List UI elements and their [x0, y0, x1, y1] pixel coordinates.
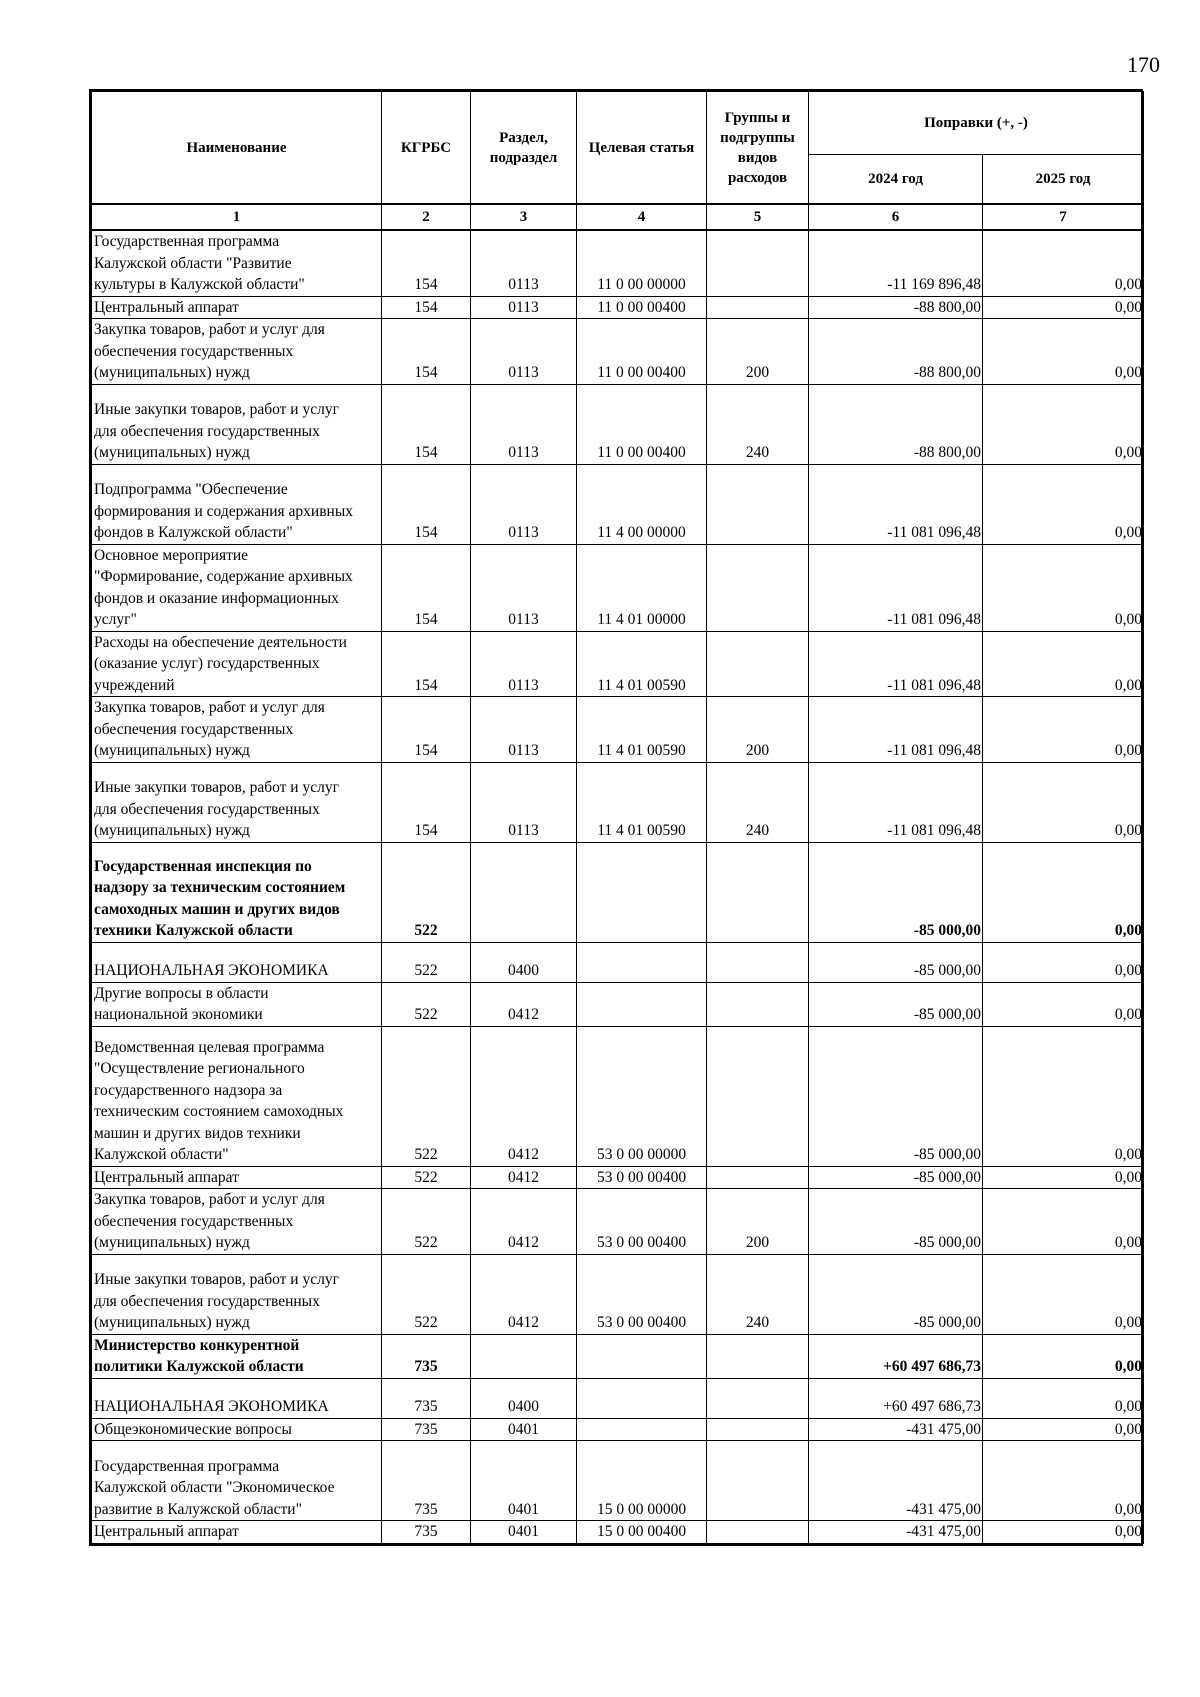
row-kgrbs: 735 — [382, 1334, 471, 1378]
table-row — [92, 296, 1144, 319]
row-amount-2024: -11 081 096,48 — [809, 762, 983, 842]
row-kgrbs: 522 — [382, 942, 471, 982]
row-amount-2024: -88 800,00 — [809, 296, 983, 319]
row-section: 0113 — [471, 230, 577, 296]
row-target: 53 0 00 00000 — [577, 1026, 707, 1166]
header-year-2025: 2025 год — [983, 155, 1144, 205]
row-group: 200 — [707, 697, 809, 763]
row-amount-2025: 0,00 — [983, 230, 1144, 296]
table-row — [92, 544, 1144, 631]
row-name-text: НАЦИОНАЛЬНАЯ ЭКОНОМИКА — [94, 1398, 329, 1415]
table-body — [92, 230, 1144, 1543]
table-row — [92, 1334, 1144, 1378]
table-row — [92, 1418, 1144, 1441]
table-row — [92, 464, 1144, 544]
row-target: 11 4 01 00590 — [577, 631, 707, 697]
row-name — [92, 296, 382, 319]
row-amount-2025: 0,00 — [983, 544, 1144, 631]
table-row — [92, 1521, 1144, 1544]
row-amount-2025: 0,00 — [983, 1441, 1144, 1521]
row-name — [92, 697, 382, 763]
row-amount-2025: 0,00 — [983, 319, 1144, 385]
header-target: Целевая статья — [577, 92, 707, 205]
row-name — [92, 1441, 382, 1521]
row-section: 0400 — [471, 942, 577, 982]
row-amount-2025: 0,00 — [983, 1166, 1144, 1189]
table-row — [92, 230, 1144, 296]
row-amount-2025: 0,00 — [983, 1521, 1144, 1544]
row-amount-2024: -431 475,00 — [809, 1521, 983, 1544]
row-name-text: Государственная инспекция по надзору за техническим состоянием самоходных машин и других видов техники Калужской области — [94, 857, 346, 939]
row-amount-2025: 0,00 — [983, 762, 1144, 842]
row-group — [707, 1418, 809, 1441]
row-name-text: Расходы на обеспечение деятельности (оказание услуг) государственных учреждений — [94, 633, 347, 694]
row-section: 0401 — [471, 1441, 577, 1521]
row-group: 200 — [707, 1189, 809, 1255]
row-section: 0113 — [471, 631, 577, 697]
row-name — [92, 544, 382, 631]
row-name — [92, 464, 382, 544]
row-amount-2024: -88 800,00 — [809, 384, 983, 464]
row-name — [92, 1418, 382, 1441]
col-number: 4 — [577, 204, 707, 230]
row-name — [92, 982, 382, 1026]
row-name — [92, 1254, 382, 1334]
row-amount-2025: 0,00 — [983, 296, 1144, 319]
row-kgrbs: 154 — [382, 464, 471, 544]
row-target: 53 0 00 00400 — [577, 1254, 707, 1334]
row-target — [577, 842, 707, 942]
table-row — [92, 1026, 1144, 1166]
row-amount-2024: -11 081 096,48 — [809, 544, 983, 631]
table-row — [92, 1189, 1144, 1255]
row-group — [707, 1378, 809, 1418]
table-row — [92, 384, 1144, 464]
col-number: 2 — [382, 204, 471, 230]
row-amount-2024: -85 000,00 — [809, 1166, 983, 1189]
row-target: 15 0 00 00000 — [577, 1441, 707, 1521]
row-name-text: Центральный аппарат — [94, 298, 239, 316]
row-section: 0412 — [471, 982, 577, 1026]
row-amount-2025: 0,00 — [983, 982, 1144, 1026]
row-group — [707, 842, 809, 942]
row-section: 0113 — [471, 384, 577, 464]
table-row — [92, 1254, 1144, 1334]
page-number: 170 — [1127, 52, 1160, 77]
row-kgrbs: 522 — [382, 982, 471, 1026]
row-name-text: НАЦИОНАЛЬНАЯ ЭКОНОМИКА — [94, 962, 329, 979]
row-name — [92, 1026, 382, 1166]
row-amount-2024: -85 000,00 — [809, 1254, 983, 1334]
row-kgrbs: 522 — [382, 1254, 471, 1334]
row-group — [707, 1441, 809, 1521]
row-name-text: Государственная программа Калужской области "Экономическое развитие в Калужской области" — [94, 1457, 335, 1518]
row-section — [471, 842, 577, 942]
row-section: 0113 — [471, 544, 577, 631]
row-target: 11 0 00 00400 — [577, 296, 707, 319]
row-name — [92, 631, 382, 697]
row-name — [92, 1189, 382, 1255]
col-number: 5 — [707, 204, 809, 230]
row-section: 0401 — [471, 1418, 577, 1441]
row-kgrbs: 154 — [382, 384, 471, 464]
row-amount-2024: -11 081 096,48 — [809, 464, 983, 544]
row-amount-2024: -85 000,00 — [809, 1189, 983, 1255]
row-amount-2024: -11 169 896,48 — [809, 230, 983, 296]
row-name — [92, 1378, 382, 1418]
header-year-2024: 2024 год — [809, 155, 983, 205]
row-amount-2025: 0,00 — [983, 1189, 1144, 1255]
row-group: 240 — [707, 1254, 809, 1334]
row-name-text: Государственная программа Калужской области "Развитие культуры в Калужской области" — [94, 233, 305, 293]
row-section: 0113 — [471, 464, 577, 544]
row-kgrbs: 522 — [382, 1166, 471, 1189]
header-amendments: Поправки (+, -) — [809, 92, 1144, 155]
row-amount-2024: -85 000,00 — [809, 942, 983, 982]
table-row — [92, 982, 1144, 1026]
row-amount-2025: 0,00 — [983, 1418, 1144, 1441]
row-group — [707, 230, 809, 296]
table-row — [92, 762, 1144, 842]
row-group — [707, 1521, 809, 1544]
table-row — [92, 842, 1144, 942]
row-target — [577, 1334, 707, 1378]
row-target: 53 0 00 00400 — [577, 1166, 707, 1189]
table-row — [92, 1441, 1144, 1521]
row-group — [707, 1334, 809, 1378]
row-name-text: Иные закупки товаров, работ и услуг для обеспечения государственных (муниципальных) нужд — [94, 401, 339, 461]
row-target: 11 0 00 00000 — [577, 230, 707, 296]
row-amount-2025: 0,00 — [983, 1378, 1144, 1418]
row-kgrbs: 522 — [382, 1189, 471, 1255]
row-target: 11 4 01 00590 — [577, 762, 707, 842]
row-kgrbs: 735 — [382, 1441, 471, 1521]
row-kgrbs: 154 — [382, 296, 471, 319]
col-number: 6 — [809, 204, 983, 230]
row-group: 200 — [707, 319, 809, 385]
table-header — [92, 92, 1144, 231]
row-name — [92, 1166, 382, 1189]
row-group — [707, 1026, 809, 1166]
row-group: 240 — [707, 762, 809, 842]
row-kgrbs: 154 — [382, 319, 471, 385]
table-row — [92, 942, 1144, 982]
row-amount-2024: -85 000,00 — [809, 1026, 983, 1166]
row-amount-2024: -85 000,00 — [809, 982, 983, 1026]
row-name-text: Другие вопросы в области национальной экономики — [94, 984, 269, 1023]
row-amount-2024: -85 000,00 — [809, 842, 983, 942]
row-target: 11 0 00 00400 — [577, 384, 707, 464]
row-target: 11 4 00 00000 — [577, 464, 707, 544]
row-group — [707, 296, 809, 319]
row-kgrbs: 154 — [382, 762, 471, 842]
row-target: 11 0 00 00400 — [577, 319, 707, 385]
row-amount-2024: -431 475,00 — [809, 1418, 983, 1441]
row-section: 0412 — [471, 1254, 577, 1334]
row-name-text: Основное мероприятие "Формирование, содержание архивных фондов и оказание информационных услуг" — [94, 546, 353, 628]
row-target — [577, 1378, 707, 1418]
row-amount-2025: 0,00 — [983, 697, 1144, 763]
row-section: 0400 — [471, 1378, 577, 1418]
table-row — [92, 1166, 1144, 1189]
budget-amendments-table — [91, 91, 1144, 1544]
row-section: 0412 — [471, 1166, 577, 1189]
row-name-text: Иные закупки товаров, работ и услуг для обеспечения государственных (муниципальных) нужд — [94, 1271, 339, 1331]
row-name-text: Центральный аппарат — [94, 1168, 239, 1186]
row-target: 11 4 01 00000 — [577, 544, 707, 631]
table-row — [92, 1378, 1144, 1418]
row-name — [92, 1521, 382, 1544]
row-amount-2025: 0,00 — [983, 1334, 1144, 1378]
row-section: 0113 — [471, 697, 577, 763]
row-target — [577, 982, 707, 1026]
row-kgrbs: 154 — [382, 230, 471, 296]
row-amount-2025: 0,00 — [983, 842, 1144, 942]
row-name-text: Закупка товаров, работ и услуг для обеспечения государственных (муниципальных) нужд — [94, 1191, 325, 1251]
table-row — [92, 319, 1144, 385]
row-target — [577, 1418, 707, 1441]
row-name — [92, 230, 382, 296]
row-kgrbs: 522 — [382, 842, 471, 942]
row-name — [92, 1334, 382, 1378]
row-amount-2025: 0,00 — [983, 631, 1144, 697]
col-number: 7 — [983, 204, 1144, 230]
row-kgrbs: 735 — [382, 1378, 471, 1418]
row-name-text: Закупка товаров, работ и услуг для обеспечения государственных (муниципальных) нужд — [94, 321, 325, 381]
row-amount-2025: 0,00 — [983, 1254, 1144, 1334]
row-target: 53 0 00 00400 — [577, 1189, 707, 1255]
row-section: 0412 — [471, 1026, 577, 1166]
row-amount-2025: 0,00 — [983, 942, 1144, 982]
row-group — [707, 631, 809, 697]
row-section: 0113 — [471, 319, 577, 385]
row-target — [577, 942, 707, 982]
row-amount-2024: -11 081 096,48 — [809, 631, 983, 697]
table-row — [92, 697, 1144, 763]
row-name — [92, 942, 382, 982]
row-name-text: Общеэкономические вопросы — [94, 1420, 292, 1438]
row-section: 0113 — [471, 762, 577, 842]
row-kgrbs: 735 — [382, 1521, 471, 1544]
row-name — [92, 384, 382, 464]
row-name-text: Министерство конкурентной политики Калужской области — [94, 1336, 304, 1375]
row-name-text: Иные закупки товаров, работ и услуг для обеспечения государственных (муниципальных) нужд — [94, 779, 339, 839]
row-target: 15 0 00 00400 — [577, 1521, 707, 1544]
row-group — [707, 1166, 809, 1189]
row-group — [707, 982, 809, 1026]
row-group — [707, 544, 809, 631]
row-group — [707, 464, 809, 544]
row-kgrbs: 154 — [382, 697, 471, 763]
budget-table-frame — [89, 89, 1143, 1546]
row-section: 0113 — [471, 296, 577, 319]
row-section: 0401 — [471, 1521, 577, 1544]
row-name — [92, 762, 382, 842]
table-row — [92, 631, 1144, 697]
header-groups: Группы и подгруппы видов расходов — [707, 92, 809, 205]
row-group: 240 — [707, 384, 809, 464]
header-kgrbs: КГРБС — [382, 92, 471, 205]
row-amount-2024: +60 497 686,73 — [809, 1378, 983, 1418]
row-name — [92, 319, 382, 385]
header-name: Наименование — [92, 92, 382, 205]
row-kgrbs: 154 — [382, 631, 471, 697]
row-amount-2024: -88 800,00 — [809, 319, 983, 385]
row-name-text: Ведомственная целевая программа "Осуществление регионального государственного надзора за техническим состоянием самоходных машин и других видов техники Калужской области" — [94, 1038, 344, 1163]
row-kgrbs: 735 — [382, 1418, 471, 1441]
row-amount-2025: 0,00 — [983, 384, 1144, 464]
row-amount-2024: -431 475,00 — [809, 1441, 983, 1521]
row-target: 11 4 01 00590 — [577, 697, 707, 763]
row-amount-2025: 0,00 — [983, 464, 1144, 544]
row-section: 0412 — [471, 1189, 577, 1255]
row-name — [92, 842, 382, 942]
col-number: 1 — [92, 204, 382, 230]
row-section — [471, 1334, 577, 1378]
row-name-text: Подпрограмма "Обеспечение формирования и содержания архивных фондов в Калужской области" — [94, 481, 354, 541]
row-amount-2024: +60 497 686,73 — [809, 1334, 983, 1378]
col-number: 3 — [471, 204, 577, 230]
row-amount-2025: 0,00 — [983, 1026, 1144, 1166]
row-name-text: Закупка товаров, работ и услуг для обеспечения государственных (муниципальных) нужд — [94, 699, 325, 759]
row-kgrbs: 522 — [382, 1026, 471, 1166]
row-kgrbs: 154 — [382, 544, 471, 631]
row-amount-2024: -11 081 096,48 — [809, 697, 983, 763]
header-section: Раздел, подраздел — [471, 92, 577, 205]
row-group — [707, 942, 809, 982]
row-name-text: Центральный аппарат — [94, 1523, 239, 1540]
